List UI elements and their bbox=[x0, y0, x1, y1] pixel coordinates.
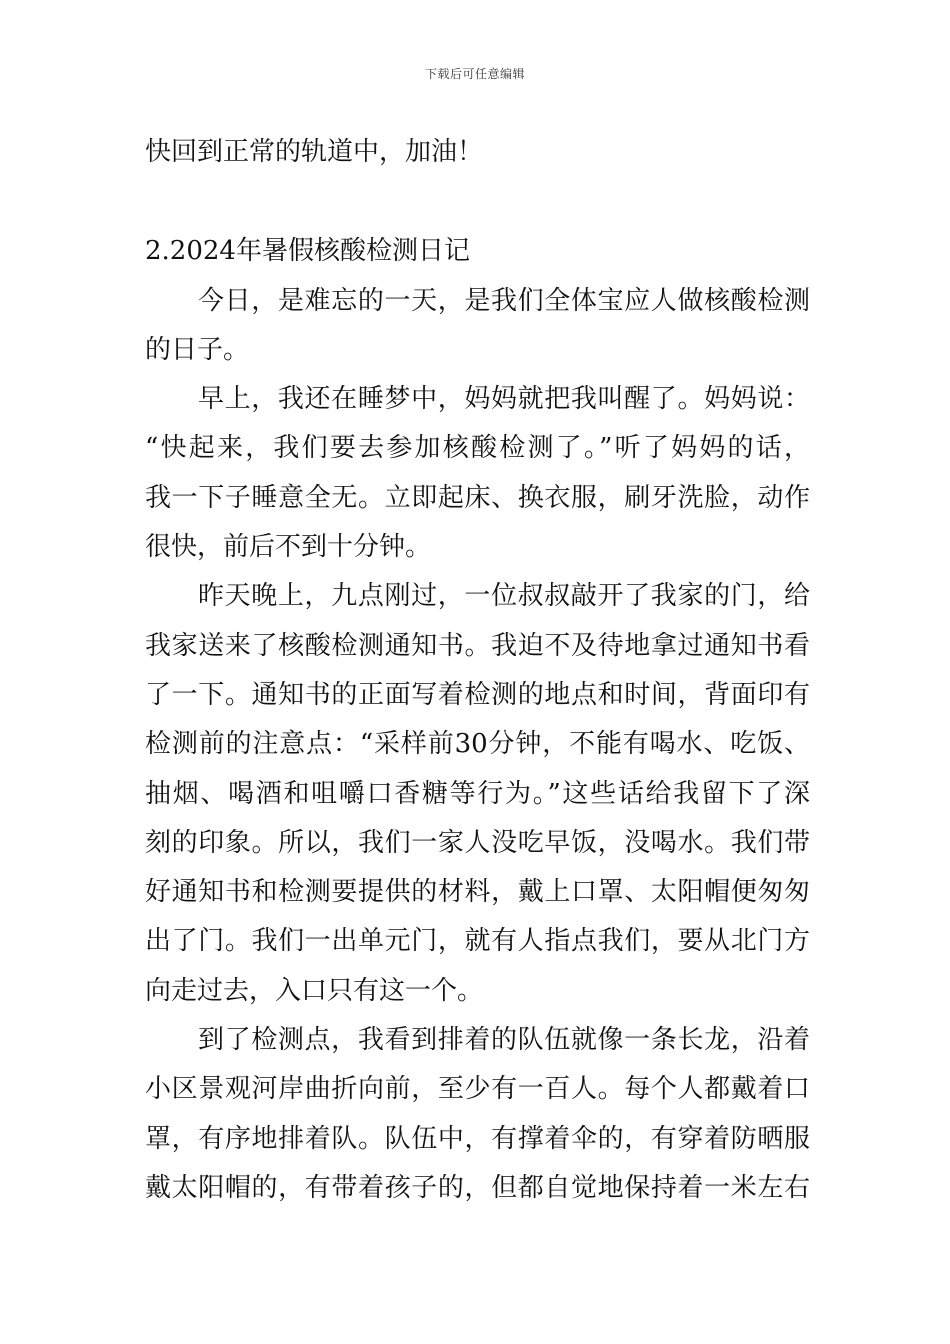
page-header: 下载后可任意编辑 bbox=[424, 67, 525, 81]
paragraph-line: 早上，我还在睡梦中，妈妈就把我叫醒了。妈妈说： bbox=[198, 384, 810, 415]
paragraph-line: 刻的印象。所以，我们一家人没吃早饭，没喝水。我们带 bbox=[145, 827, 810, 858]
paragraph-line: 抽烟、喝酒和咀嚼口香糖等行为。”这些话给我留下了深 bbox=[145, 778, 810, 809]
paragraph-line: 很快，前后不到十分钟。 bbox=[145, 532, 432, 563]
document-body bbox=[145, 128, 810, 1213]
paragraph-line: 我一下子睡意全无。立即起床、换衣服，刷牙洗脸，动作 bbox=[145, 482, 810, 513]
paragraph-line: 向走过去，入口只有这一个。 bbox=[145, 975, 484, 1006]
paragraph-line: 戴太阳帽的，有带着孩子的，但都自觉地保持着一米左右 bbox=[145, 1172, 810, 1203]
paragraph-line: “快起来，我们要去参加核酸检测了。”听了妈妈的话， bbox=[145, 433, 810, 464]
paragraph-line: 出了门。我们一出单元门，就有人指点我们，要从北门方 bbox=[145, 926, 810, 957]
paragraph-line: 检测前的注意点：“采样前30分钟，不能有喝水、吃饭、 bbox=[145, 729, 810, 760]
paragraph-line: 的日子。 bbox=[145, 334, 250, 365]
paragraph-line: 到了检测点，我看到排着的队伍就像一条长龙，沿着 bbox=[198, 1025, 810, 1056]
intro-line: 快回到正常的轨道中，加油！ bbox=[145, 137, 484, 167]
paragraph-line: 今日，是难忘的一天，是我们全体宝应人做核酸检测 bbox=[198, 285, 810, 316]
paragraph-line: 小区景观河岸曲折向前，至少有一百人。每个人都戴着口 bbox=[145, 1074, 810, 1105]
section-gap bbox=[145, 177, 810, 227]
paragraph-line: 了一下。通知书的正面写着检测的地点和时间，背面印有 bbox=[145, 679, 810, 710]
paragraph-line: 好通知书和检测要提供的材料，戴上口罩、太阳帽便匆匆 bbox=[145, 877, 810, 908]
paragraph-3 bbox=[145, 572, 810, 1016]
paragraph-line: 我家送来了核酸检测通知书。我迫不及待地拿过通知书看 bbox=[145, 630, 810, 661]
paragraph-line: 罩，有序地排着队。队伍中，有撑着伞的，有穿着防晒服 bbox=[145, 1123, 810, 1154]
paragraph-4 bbox=[145, 1016, 810, 1213]
paragraph-line: 昨天晚上，九点刚过，一位叔叔敲开了我家的门，给 bbox=[198, 581, 810, 612]
section-title: 2.2024年暑假核酸检测日记 bbox=[145, 236, 470, 267]
paragraph-2 bbox=[145, 375, 810, 572]
paragraph-1 bbox=[145, 277, 810, 376]
